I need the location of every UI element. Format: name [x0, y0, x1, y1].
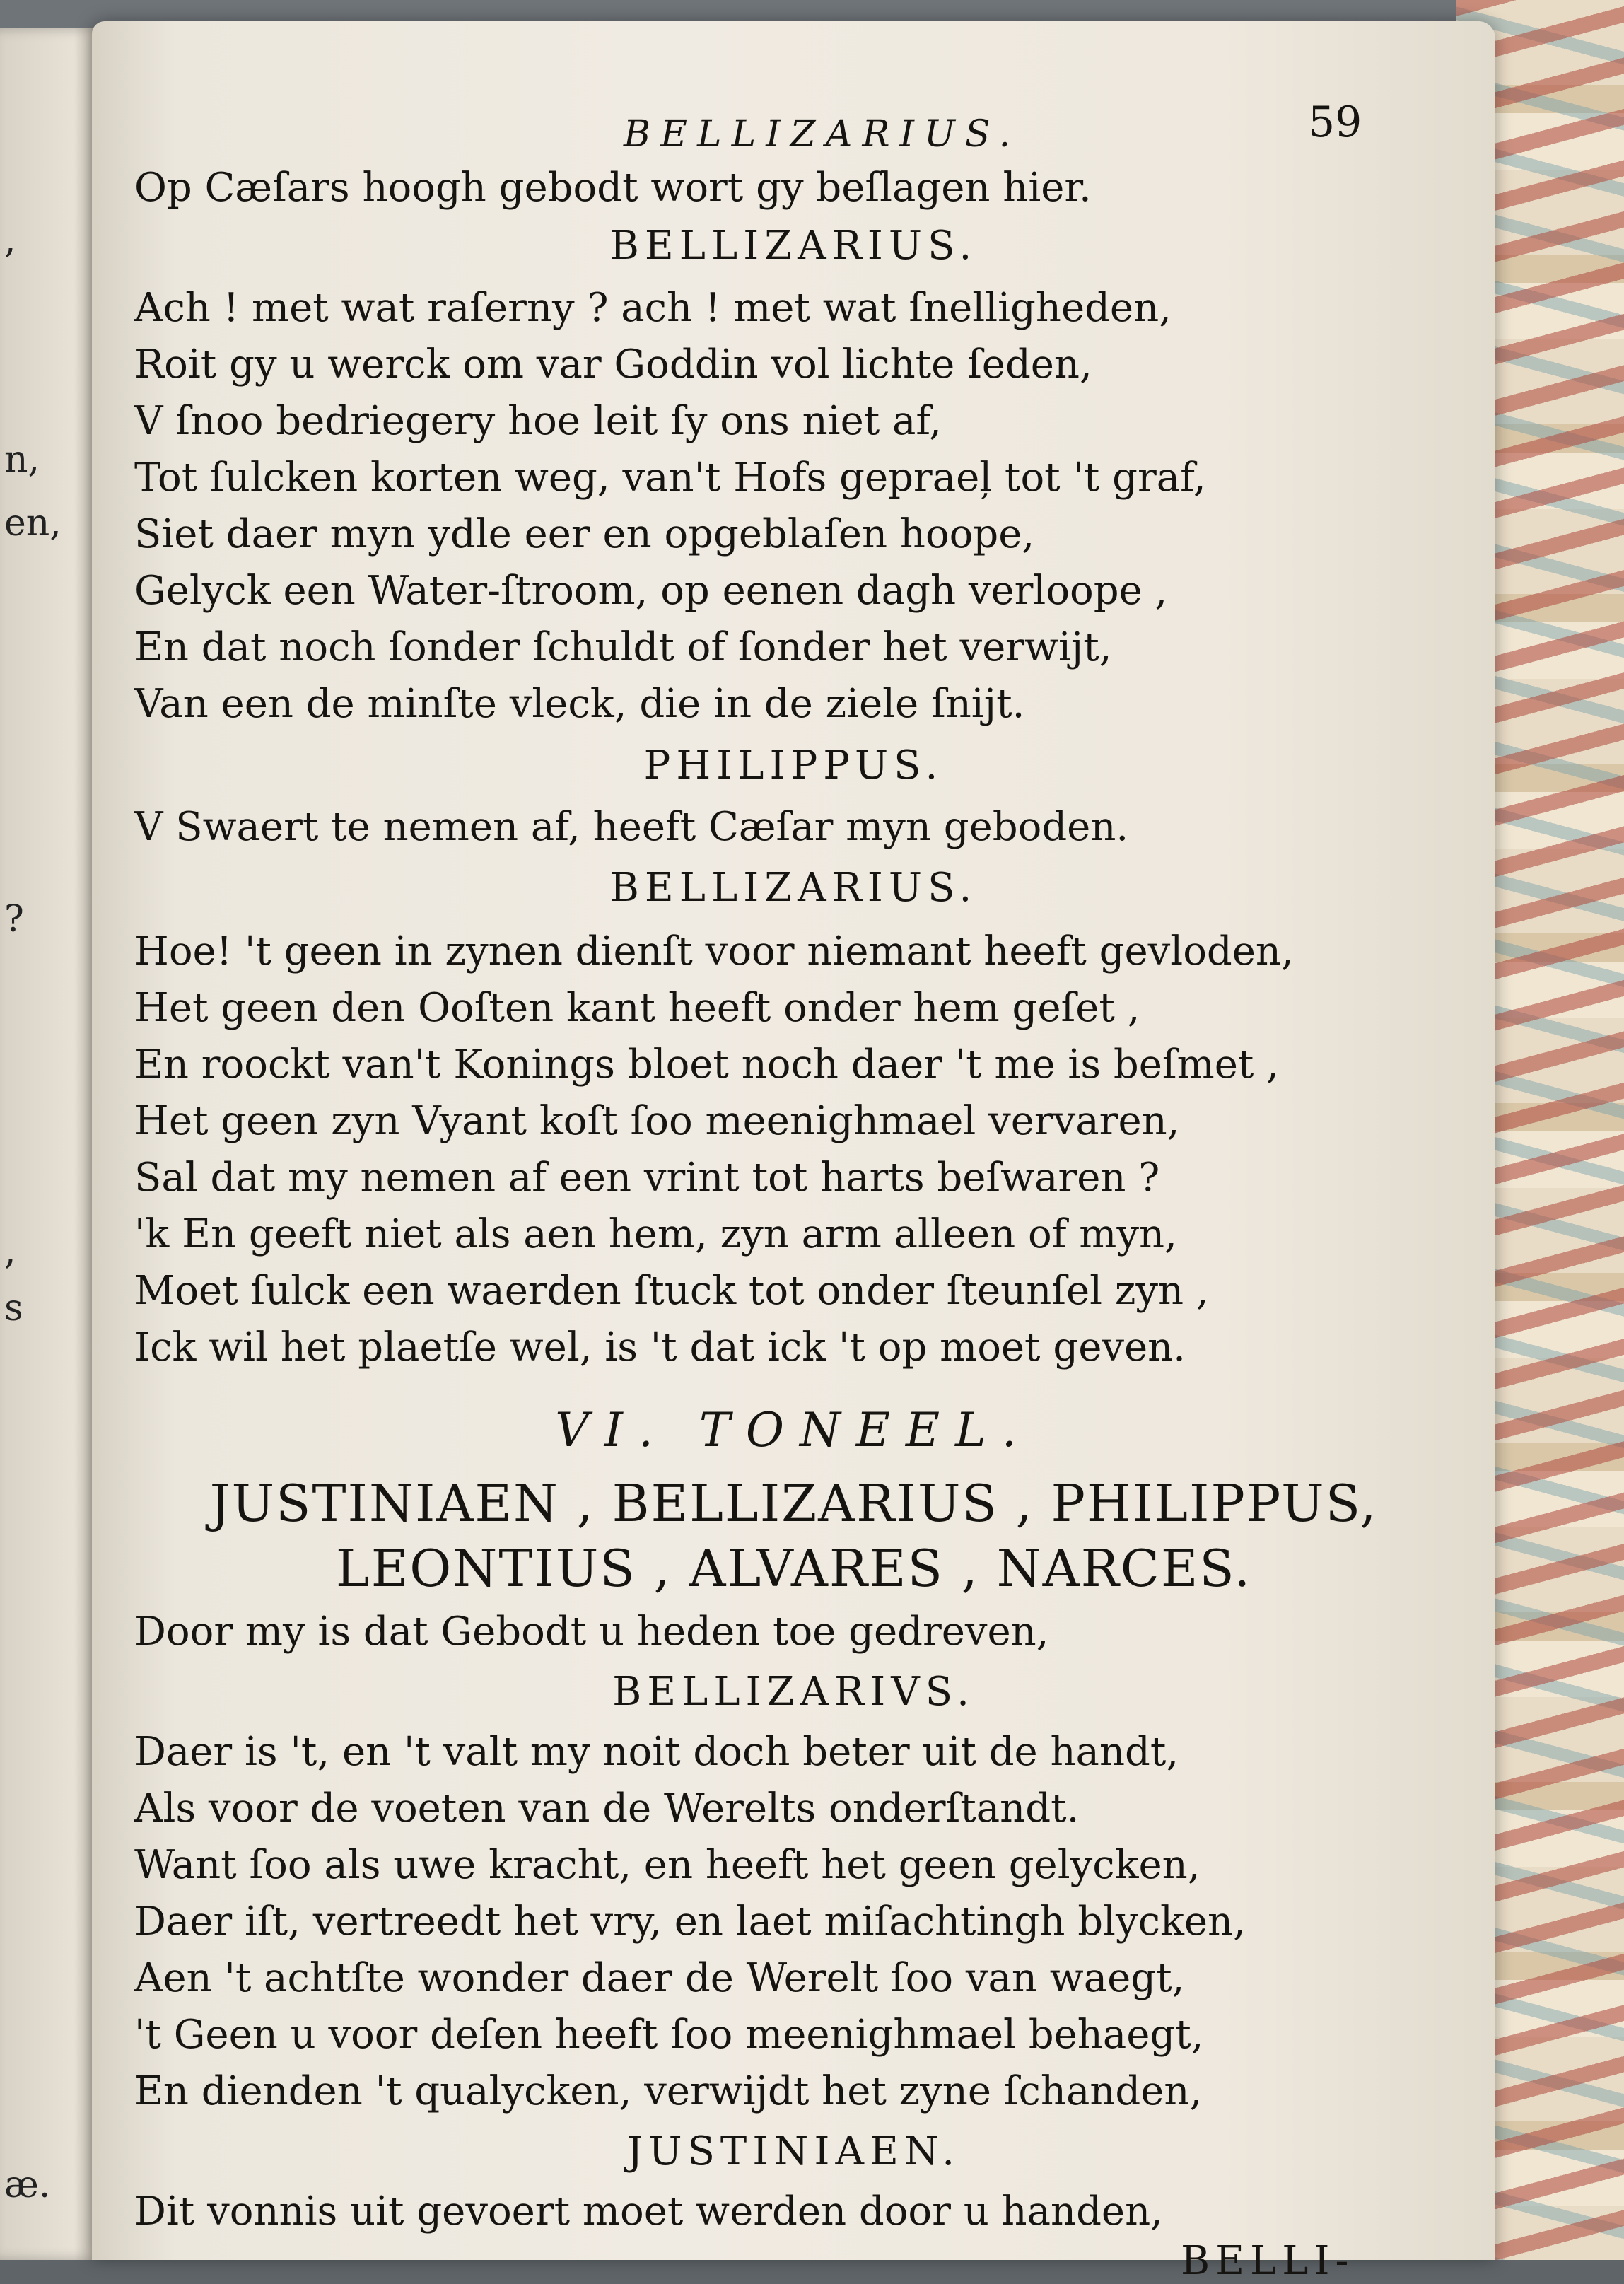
verse-line: Ach ! met wat raſerny ? ach ! met wat ſnelligheden, [134, 285, 1172, 331]
verse-line: Hoe! 't geen in zynen dienſt voor niemant heeft gevloden, [134, 928, 1294, 974]
verse-line: Op Cæſars hoogh gebodt wort gy beſlagen hier. [134, 165, 1092, 211]
facing-page-fragment: , [4, 1230, 16, 1273]
verse-line: Sal dat my nemen af een vrint tot harts beſwaren ? [134, 1155, 1160, 1201]
verse-line: En dat noch ſonder ſchuldt of ſonder het verwijt, [134, 624, 1112, 670]
verse-line: Want ſoo als uwe kracht, en heeft het geen gelycken, [134, 1842, 1201, 1888]
verse-line: Ick wil het plaetſe wel, is 't dat ick 't op moet geven. [134, 1324, 1186, 1370]
scene-heading: VI. TONEEL. [555, 1403, 1032, 1457]
verse-line: En roockt van't Konings bloet noch daer 't me is beſmet , [134, 1042, 1279, 1088]
facing-page-fragment: ? [4, 898, 24, 940]
page-text [92, 21, 1495, 2284]
verse-line: Door my is dat Gebodt u heden toe gedreven, [134, 1609, 1049, 1655]
speaker-name: JUSTINIAEN. [626, 2128, 961, 2174]
facing-page-fragment: , [4, 219, 16, 262]
catchword: BELLI- [1181, 2238, 1355, 2284]
verse-line: Tot ſulcken korten weg, van't Hofs gepraeļ tot 't graf, [134, 455, 1206, 501]
verse-line: 't Geen u voor deſen heeft ſoo meenighmael behaegt, [134, 2012, 1204, 2058]
speaker-name: BELLIZARIUS. [609, 865, 978, 911]
cast-list: JUSTINIAEN , BELLIZARIUS , PHILIPPUS, [209, 1474, 1378, 1533]
verse-line: Aen 't achtſte wonder daer de Werelt ſoo van waegt, [134, 1955, 1185, 2001]
page-number: 59 [1308, 98, 1362, 147]
facing-page-fragment: en, [4, 502, 62, 544]
cast-list: LEONTIUS , ALVARES , NARCES. [335, 1539, 1252, 1598]
running-head: BELLIZARIUS. [623, 113, 1021, 156]
verse-line: Siet daer myn ydle eer en opgeblaſen hoope, [134, 511, 1035, 557]
facing-page-fragment: n, [4, 438, 40, 481]
verse-line: Roit gy u werck om var Goddin vol lichte ſeden, [134, 342, 1092, 388]
verse-line: Moet ſulck een waerden ſtuck tot onder ſteunſel zyn , [134, 1268, 1209, 1314]
facing-page-fragment: s [4, 1287, 23, 1329]
verse-line: Daer is 't, en 't valt my noit doch beter uit de handt, [134, 1729, 1179, 1775]
speaker-name: BELLIZARIUS. [609, 223, 978, 269]
facing-page-edge [0, 28, 106, 2260]
verse-line: Daer iſt, vertreedt het vry, en laet miſachtingh blycken, [134, 1899, 1246, 1945]
facing-page-fragment: æ. [4, 2164, 51, 2206]
speaker-name: PHILIPPUS. [643, 742, 944, 788]
verse-line: 'k En geeft niet als aen hem, zyn arm alleen of myn, [134, 1211, 1177, 1257]
verse-line: Als voor de voeten van de Werelts onderſtandt. [134, 1785, 1080, 1831]
verse-line: Het geen den Ooſten kant heeft onder hem geſet , [134, 985, 1140, 1031]
verse-line: En dienden 't qualycken, verwijdt het zyne ſchanden, [134, 2068, 1203, 2114]
verse-line: V Swaert te nemen af, heeft Cæſar myn geboden. [134, 804, 1129, 850]
verse-line: Gelyck een Water-ſtroom, op eenen dagh verloope , [134, 568, 1168, 614]
book-page [92, 21, 1495, 2284]
verse-line: V ſnoo bedriegery hoe leit ſy ons niet af, [134, 398, 942, 444]
speaker-name: BELLIZARIVS. [612, 1669, 975, 1715]
verse-line: Het geen zyn Vyant koſt ſoo meenighmael vervaren, [134, 1098, 1180, 1144]
verse-line: Van een de minſte vleck, die in de ziele ſnijt. [134, 681, 1025, 727]
verse-line: Dit vonnis uit gevoert moet werden door u handen, [134, 2189, 1163, 2235]
